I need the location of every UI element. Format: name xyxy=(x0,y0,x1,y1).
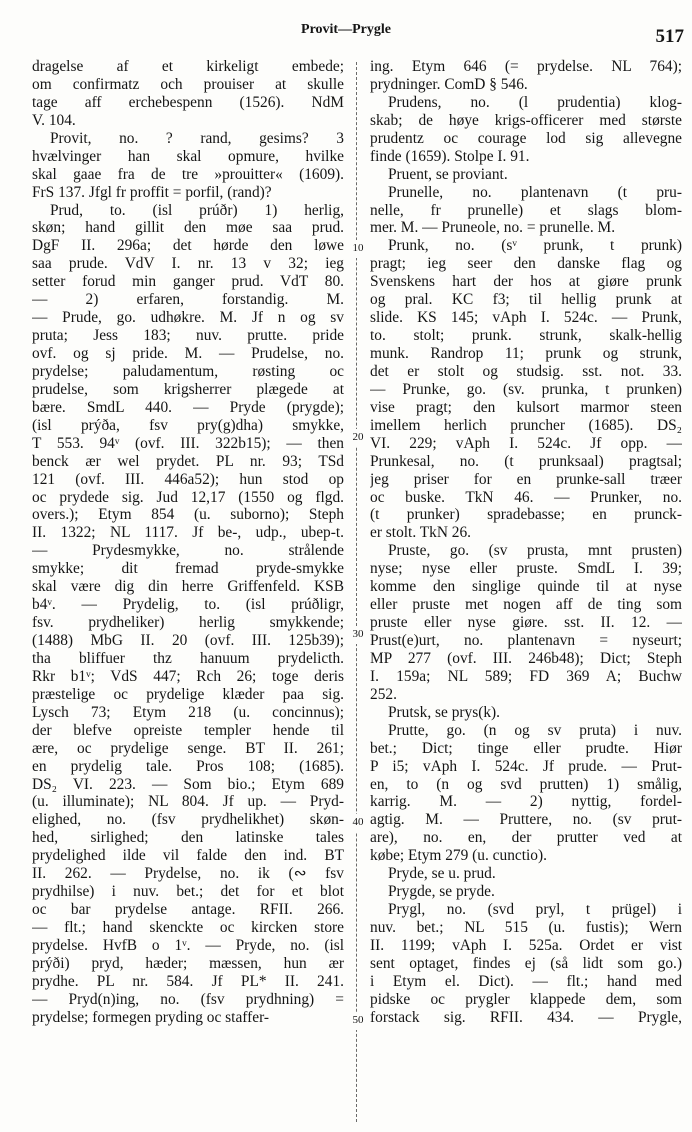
page-number: 517 xyxy=(655,26,684,47)
left-column-line: elighed, no. (fsv prydhelikhet) skøn- xyxy=(32,811,344,829)
right-column-line: P i5; vAph I. 524c. Jf prude. — Prut- xyxy=(370,757,682,775)
left-column-line: skal være dig din herre Griffenfeld. KSB xyxy=(32,578,344,596)
right-column-line: pruste eller nyse giøre. sst. II. 12. — xyxy=(370,614,682,632)
right-column-line: munk. Randrop 11; prunk og strunk, xyxy=(370,345,682,362)
left-column-line: Provit, no. ? rand, gesims? 3 xyxy=(50,129,344,147)
left-column-line: saa prude. VdV I. nr. 13 v 32; ieg xyxy=(32,255,344,273)
left-column-line: — Prydesmykke, no. strålende xyxy=(32,542,344,560)
left-column-line: Lysch 73; Etym 218 (u. concinnus); xyxy=(32,703,344,721)
right-column-line: nyse; nyse eller pruste. SmdL I. 39; xyxy=(370,560,682,578)
left-column-line: en prydelig tale. Pros 108; (1685). xyxy=(32,757,344,775)
left-column-line: benck ær wel prydet. PL nr. 93; TSd xyxy=(32,452,344,470)
right-column-line: nelle, fr prunelle) et slags blom- xyxy=(370,201,682,219)
right-column-line: prudentz oc courage lod sig allevegne xyxy=(370,129,682,147)
left-column-line: prydelse; formegen pryding oc staffer- xyxy=(32,1008,270,1026)
right-column-line: forstack sig. RFII. 434. — Prygle, xyxy=(370,1008,682,1026)
right-column-line: pidske oc prygler klappede dem, som xyxy=(370,990,682,1008)
right-column-line: komme den singlige quinde til at nyse xyxy=(370,578,682,596)
right-column-line: (t prunker) spradebasse; en prunck- xyxy=(370,506,682,524)
right-column-line: vise pragt; den kulsort marmor steen xyxy=(370,398,682,416)
left-column-line: pruta; Jess 183; nuv. prutte. pride xyxy=(32,327,344,345)
right-column-line: Prunk, no. (sᵛ prunk, t prunk) xyxy=(388,237,682,255)
left-column-line: prýði) pryd, hæder; mæssen, hun ær xyxy=(32,954,344,972)
right-column-line: Pryde, se u. prud. xyxy=(388,865,496,883)
left-column-line: Rkr b1ᵛ; VdS 447; Rch 26; toge deris xyxy=(32,667,344,685)
right-column-line: Prunkesal, no. (t prunksaal) pragtsal; xyxy=(370,452,682,470)
left-column-line: der blefve opreiste templer hende til xyxy=(32,721,344,739)
right-column-line: eller pruste met nogen aff de ting som xyxy=(370,596,682,614)
right-column-line: bet.; Dict; tinge eller prudte. Hiør xyxy=(370,739,682,757)
left-column-line: smykke; dit fremad pryde-smykke xyxy=(32,560,344,578)
right-column-line: Prust(e)urt, no. plantenavn = nyseurt; xyxy=(370,632,682,649)
right-column-line: are), no. en, der prutter ved at xyxy=(370,829,682,847)
left-column-line: prydelighed ilde vil falde den ind. BT xyxy=(32,847,344,865)
left-column-line: (u. illuminate); NL 804. Jf up. — Pryd- xyxy=(32,793,344,811)
column-divider xyxy=(356,62,357,1122)
left-column-line: prydelse. HvfB o 1ᵛ. — Pryde, no. (isl xyxy=(32,936,344,954)
right-column-line: ing. Etym 646 (= prydelse. NL 764); xyxy=(370,58,682,75)
left-column-line: overs.); Etym 854 (u. suborno); Steph xyxy=(32,506,344,524)
line-number-50: 50 xyxy=(347,1012,369,1030)
right-column-line: en, to (n og svd prutten) 1) smålig, xyxy=(370,775,682,793)
line-number-10: 10 xyxy=(347,240,369,258)
left-column-line: II. 1322; NL 1117. Jf be-, udp., ubep-t. xyxy=(32,524,344,542)
right-column-line: sent optaget, findes ej (så lidt som go.) xyxy=(370,954,682,972)
right-column-line: skab; de høye krigs-officerer med største xyxy=(370,111,682,129)
left-column-line: b4ᵛ. — Prydelig, to. (isl prúðligr, xyxy=(32,596,344,614)
right-column-line: Prudens, no. (l prudentia) klog- xyxy=(388,93,682,111)
left-column xyxy=(32,58,344,1126)
right-column-line: nuv. bet.; NL 515 (u. fustis); Wern xyxy=(370,919,682,936)
left-column-line: setter forud min ganger prud. VdT 80. xyxy=(32,273,344,291)
right-column-line: prydninger. ComD § 546. xyxy=(370,75,528,93)
left-column-line: oc prydede sig. Jud 12,17 (1550 og flgd. xyxy=(32,488,344,506)
right-column-line: oc buske. TkN 46. — Prunker, no. xyxy=(370,488,682,506)
left-column-line: prudelse, som krigsherrer plægede at xyxy=(32,380,344,398)
right-column-line: pragt; ieg seer den danske flag og xyxy=(370,255,682,273)
right-column-line: Pruste, go. (sv prusta, mnt prusten) xyxy=(388,542,682,560)
right-column-line: Prygl, no. (svd pryl, t prügel) i xyxy=(388,901,682,919)
left-column-line: (1488) MbG II. 20 (ovf. III. 125b39); xyxy=(32,632,344,649)
left-column-line: II. 262. — Prydelse, no. ik (∾ fsv xyxy=(32,865,344,883)
right-column-line: karrig. M. — 2) nyttig, fordel- xyxy=(370,793,682,811)
line-number-40: 40 xyxy=(347,814,369,832)
right-column-line: købe; Etym 279 (u. cunctio). xyxy=(370,847,547,865)
left-column-line: om confirmatz och prouiser at skulle xyxy=(32,75,344,93)
running-head: Provit—Prygle xyxy=(301,22,391,37)
left-column-line: — Prude, go. udhøkre. M. Jf n og sv xyxy=(32,309,344,327)
right-column-line: VI. 229; vAph I. 524c. Jf opp. — xyxy=(370,434,682,452)
right-column-line: er stolt. TkN 26. xyxy=(370,524,472,542)
left-column-line: — flt.; hand skenckte oc kircken store xyxy=(32,919,344,936)
left-column-line: hvælvinger han skal opmure, hvilke xyxy=(32,147,344,165)
left-column-line: præstelige oc prydelige klæder paa sig. xyxy=(32,685,344,703)
right-column-line: Prygde, se pryde. xyxy=(388,883,495,901)
right-column-line: I. 159a; NL 589; FD 369 A; Buchw xyxy=(370,667,682,685)
left-column-line: hed, sirlighed; den latinske tales xyxy=(32,829,344,847)
right-column-line: Prunelle, no. plantenavn (t pru- xyxy=(388,183,682,201)
left-column-line: ære, oc prydelige senge. BT II. 261; xyxy=(32,739,344,757)
left-column-line: oc bar prydelse antage. RFII. 266. xyxy=(32,901,344,919)
right-column-line: mer. M. — Pruneole, no. = prunelle. M. xyxy=(370,219,616,237)
left-column-line: FrS 137. Jfgl fr proffit = porfil, (rand)? xyxy=(32,183,272,201)
left-column-line: prydhe. PL nr. 584. Jf PL* II. 241. xyxy=(32,972,344,990)
right-column-line: — Prunke, go. (sv. prunka, t prunken) xyxy=(370,380,682,398)
right-column-line: MP 277 (ovf. III. 246b48); Dict; Steph xyxy=(370,649,682,667)
right-column-line: jeg priser for en prunke-sall træer xyxy=(370,470,682,488)
left-column-line: bære. SmdL 440. — Pryde (prygde); xyxy=(32,398,344,416)
right-column-line: II. 1199; vAph I. 525a. Ordet er vist xyxy=(370,936,682,954)
right-column-line: og pral. KC f3; til hellig prunk at xyxy=(370,291,682,309)
right-column-line: Prutte, go. (n og sv pruta) i nuv. xyxy=(388,721,682,739)
right-column-line: imellem herlich pruncher (1685). DS₂ xyxy=(370,416,682,434)
right-column-line: finde (1659). Stolpe I. 91. xyxy=(370,147,530,165)
left-column-line: skøn; hand gillit den møe saa prud. xyxy=(32,219,344,237)
left-column-line: T 553. 94ᵛ (ovf. III. 322b15); — then xyxy=(32,434,344,452)
left-column-line: tage aff erchebespenn (1526). NdM xyxy=(32,93,344,111)
left-column-line: prydelse; paludamentum, røsting oc xyxy=(32,362,344,380)
left-column-line: DS₂ VI. 223. — Som bio.; Etym 689 xyxy=(32,775,344,793)
right-column-line: det er stolt og studsig. sst. not. 33. xyxy=(370,362,682,380)
right-column-line: slide. KS 145; vAph I. 524c. — Prunk, xyxy=(370,309,682,327)
left-column-line: dragelse af et kirkeligt embede; xyxy=(32,58,344,75)
left-column-line: 121 (ovf. III. 446a52); hun stod op xyxy=(32,470,344,488)
right-column-line: Svenskens hart der hos at giøre prunk xyxy=(370,273,682,291)
right-column xyxy=(370,58,682,1126)
left-column-line: DgF II. 296a; det hørde den løwe xyxy=(32,237,344,255)
left-column-line: — Pryd(n)ing, no. (fsv prydhning) = xyxy=(32,990,344,1008)
left-column-line: tha bliffuer thz hanuum prydelicth. xyxy=(32,649,344,667)
left-column-line: fsv. prydheliker) herlig smykkende; xyxy=(32,614,344,632)
right-column-line: to. stolt; prunk. strunk, skalk-hellig xyxy=(370,327,682,345)
left-column-line: ovf. og sj pride. M. — Prudelse, no. xyxy=(32,345,344,362)
right-column-line: Prutsk, se prys(k). xyxy=(388,703,501,721)
right-column-line: Pruent, se proviant. xyxy=(388,165,508,183)
right-column-line: 252. xyxy=(370,685,397,703)
left-column-line: — 2) erfaren, forstandig. M. xyxy=(32,291,344,309)
left-column-line: prydhilse) i nuv. bet.; det for et blot xyxy=(32,883,344,901)
left-column-line: V. 104. xyxy=(32,111,76,129)
left-column-line: Prud, to. (isl prúðr) 1) herlig, xyxy=(50,201,344,219)
left-column-line: (isl prýða, fsv pry(g)dha) smykke, xyxy=(32,416,344,434)
right-column-line: i Etym el. Dict). — flt.; hand med xyxy=(370,972,682,990)
right-column-line: agtig. M. — Pruttere, no. (sv prut- xyxy=(370,811,682,829)
left-column-line: skal gaae fra de tre »prouitter« (1609). xyxy=(32,165,344,183)
line-number-30: 30 xyxy=(347,626,369,644)
line-number-20: 20 xyxy=(347,429,369,447)
